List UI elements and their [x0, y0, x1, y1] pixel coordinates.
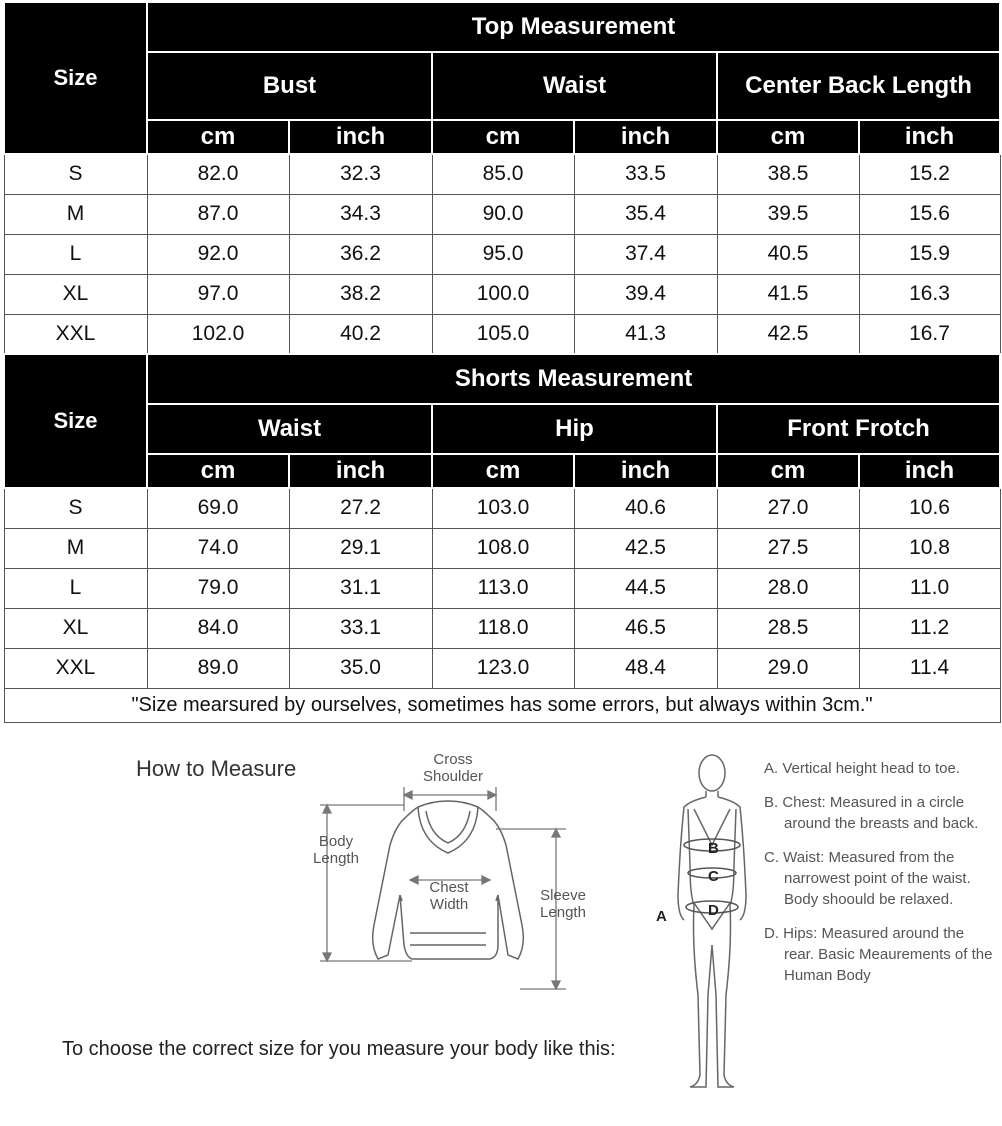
- value-cell: 82.0: [147, 154, 289, 194]
- letter-d: D: [708, 902, 719, 919]
- chest-width-label: Chest Width: [429, 879, 469, 913]
- measure-instruction: To choose the correct size for you measure your body like this:: [62, 1038, 616, 1060]
- value-cell: 33.5: [574, 154, 717, 194]
- unit-header: cm: [147, 454, 289, 488]
- value-cell: 105.0: [432, 314, 574, 354]
- how-to-measure-title: How to Measure: [136, 756, 297, 781]
- value-cell: 90.0: [432, 194, 574, 234]
- group-header: Front Frotch: [717, 404, 1000, 454]
- value-cell: 42.5: [574, 528, 717, 568]
- value-cell: 108.0: [432, 528, 574, 568]
- note-c: C. Waist: Measured from the narrowest point of the waist. Body shoould be relaxed.: [764, 849, 971, 908]
- value-cell: 46.5: [574, 608, 717, 648]
- table-row: [4, 648, 1000, 688]
- value-cell: 92.0: [147, 234, 289, 274]
- value-cell: 44.5: [574, 568, 717, 608]
- unit-header: cm: [717, 454, 859, 488]
- value-cell: 87.0: [147, 194, 289, 234]
- value-cell: 69.0: [147, 488, 289, 528]
- cross-shoulder-label: Cross Shoulder: [422, 751, 484, 785]
- value-cell: 34.3: [289, 194, 432, 234]
- value-cell: 10.6: [859, 488, 1000, 528]
- value-cell: 48.4: [574, 648, 717, 688]
- group-header: Bust: [147, 52, 432, 120]
- value-cell: 85.0: [432, 154, 574, 194]
- value-cell: 42.5: [717, 314, 859, 354]
- size-cell: S: [4, 154, 147, 194]
- value-cell: 15.9: [859, 234, 1000, 274]
- size-cell: XXL: [4, 314, 147, 354]
- size-cell: L: [4, 234, 147, 274]
- value-cell: 29.1: [289, 528, 432, 568]
- value-cell: 89.0: [147, 648, 289, 688]
- value-cell: 41.5: [717, 274, 859, 314]
- unit-header: inch: [289, 454, 432, 488]
- size-cell: M: [4, 528, 147, 568]
- value-cell: 40.5: [717, 234, 859, 274]
- value-cell: 16.7: [859, 314, 1000, 354]
- unit-header: inch: [574, 454, 717, 488]
- value-cell: 102.0: [147, 314, 289, 354]
- letter-c: C: [708, 868, 719, 885]
- value-cell: 15.6: [859, 194, 1000, 234]
- value-cell: 97.0: [147, 274, 289, 314]
- table-row: [4, 194, 1000, 234]
- group-header: Waist: [147, 404, 432, 454]
- top-measurement-table: [3, 1, 1001, 355]
- unit-header: inch: [859, 454, 1000, 488]
- value-cell: 11.0: [859, 568, 1000, 608]
- body-figure: [650, 745, 760, 1110]
- value-cell: 113.0: [432, 568, 574, 608]
- value-cell: 37.4: [574, 234, 717, 274]
- group-header: Waist: [432, 52, 717, 120]
- size-cell: M: [4, 194, 147, 234]
- value-cell: 28.0: [717, 568, 859, 608]
- value-cell: 39.4: [574, 274, 717, 314]
- value-cell: 38.5: [717, 154, 859, 194]
- unit-header: inch: [574, 120, 717, 154]
- note-a: A. Vertical height head to toe.: [764, 760, 960, 777]
- human-figure-icon: [650, 745, 760, 1105]
- table-row: [4, 608, 1000, 648]
- body-length-label: Body Length: [313, 833, 359, 867]
- value-cell: 40.6: [574, 488, 717, 528]
- value-cell: 38.2: [289, 274, 432, 314]
- note-b: B. Chest: Measured in a circle around the breasts and back.: [764, 794, 979, 832]
- value-cell: 103.0: [432, 488, 574, 528]
- table-row: [4, 528, 1000, 568]
- unit-header: cm: [147, 120, 289, 154]
- value-cell: 41.3: [574, 314, 717, 354]
- size-header: Size: [4, 354, 147, 488]
- unit-header: inch: [289, 120, 432, 154]
- table-row: [4, 234, 1000, 274]
- shorts-measurement-table: [3, 353, 1001, 723]
- letter-a: A: [656, 908, 667, 925]
- value-cell: 27.2: [289, 488, 432, 528]
- table-row: [4, 154, 1000, 194]
- value-cell: 39.5: [717, 194, 859, 234]
- sleeve-length-label: Sleeve Length: [540, 887, 586, 921]
- value-cell: 79.0: [147, 568, 289, 608]
- value-cell: 27.5: [717, 528, 859, 568]
- value-cell: 11.2: [859, 608, 1000, 648]
- unit-header: cm: [432, 454, 574, 488]
- top-measurement-diagram: [300, 745, 630, 1030]
- table-row: [4, 488, 1000, 528]
- value-cell: 29.0: [717, 648, 859, 688]
- unit-header: cm: [432, 120, 574, 154]
- value-cell: 31.1: [289, 568, 432, 608]
- size-cell: XL: [4, 274, 147, 314]
- group-header: Center Back Length: [717, 52, 1000, 120]
- value-cell: 40.2: [289, 314, 432, 354]
- value-cell: 123.0: [432, 648, 574, 688]
- size-cell: S: [4, 488, 147, 528]
- value-cell: 35.4: [574, 194, 717, 234]
- table-row: [4, 314, 1000, 354]
- value-cell: 95.0: [432, 234, 574, 274]
- note-d: D. Hips: Measured around the rear. Basic Meaurements of the Human Body: [764, 925, 993, 984]
- value-cell: 11.4: [859, 648, 1000, 688]
- unit-header: inch: [859, 120, 1000, 154]
- value-cell: 35.0: [289, 648, 432, 688]
- size-cell: L: [4, 568, 147, 608]
- value-cell: 28.5: [717, 608, 859, 648]
- value-cell: 36.2: [289, 234, 432, 274]
- value-cell: 16.3: [859, 274, 1000, 314]
- table-row: [4, 274, 1000, 314]
- value-cell: 84.0: [147, 608, 289, 648]
- value-cell: 74.0: [147, 528, 289, 568]
- table-title: Shorts Measurement: [147, 354, 1000, 404]
- size-cell: XL: [4, 608, 147, 648]
- size-header: Size: [4, 2, 147, 154]
- value-cell: 10.8: [859, 528, 1000, 568]
- value-cell: 32.3: [289, 154, 432, 194]
- size-cell: XXL: [4, 648, 147, 688]
- value-cell: 100.0: [432, 274, 574, 314]
- value-cell: 27.0: [717, 488, 859, 528]
- value-cell: 33.1: [289, 608, 432, 648]
- measurement-notes: [764, 758, 998, 999]
- letter-b: B: [708, 840, 719, 857]
- unit-header: cm: [717, 120, 859, 154]
- group-header: Hip: [432, 404, 717, 454]
- table-row: [4, 568, 1000, 608]
- value-cell: 118.0: [432, 608, 574, 648]
- table-title: Top Measurement: [147, 2, 1000, 52]
- value-cell: 15.2: [859, 154, 1000, 194]
- measurement-note: "Size mearsured by ourselves, sometimes has some errors, but always within 3cm.": [4, 688, 1000, 722]
